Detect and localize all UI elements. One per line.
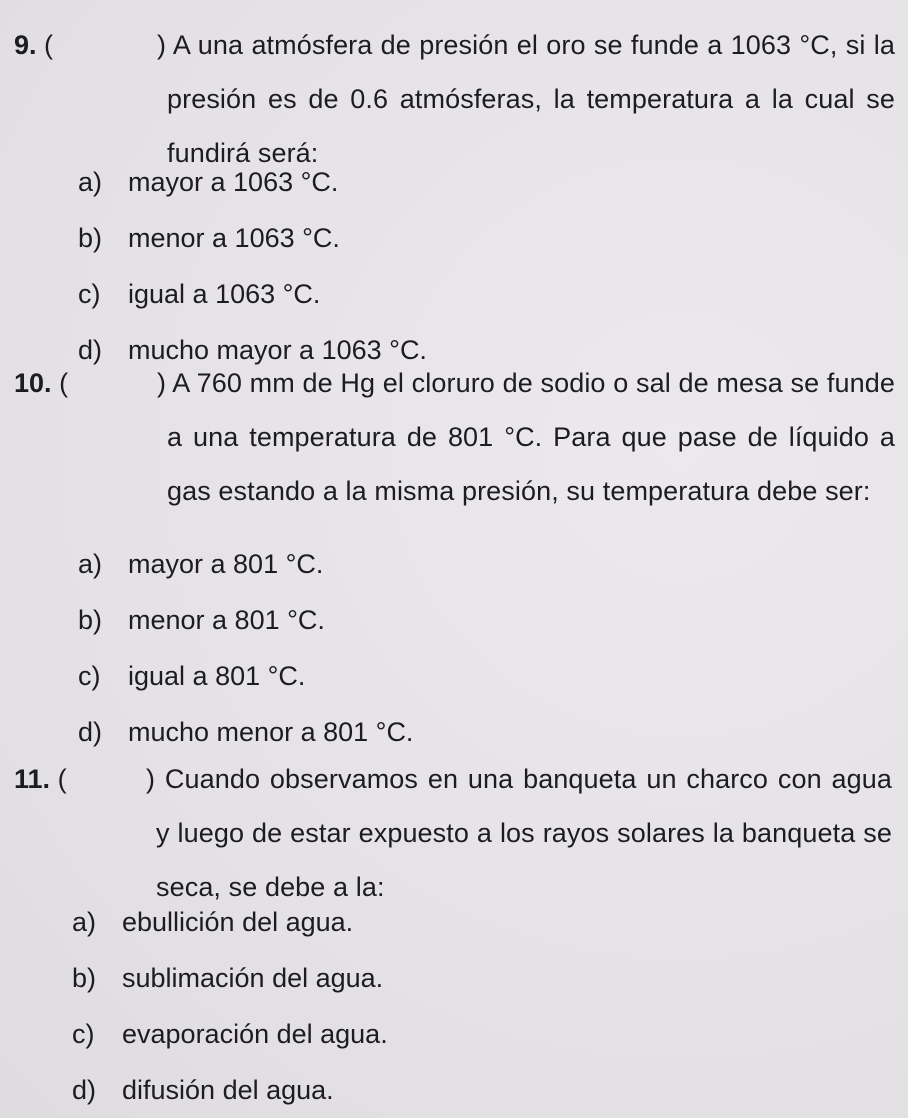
- option-letter: c): [78, 279, 101, 309]
- option-text: mayor a 1063 °C.: [128, 167, 339, 197]
- option-d[interactable]: [72, 1062, 872, 1118]
- option-text: mucho mayor a 1063 °C.: [128, 335, 427, 365]
- option-c[interactable]: [78, 648, 878, 704]
- option-a[interactable]: [78, 154, 878, 210]
- option-letter: b): [72, 963, 97, 993]
- option-text: menor a 801 °C.: [128, 605, 325, 635]
- option-letter: b): [78, 605, 103, 635]
- answer-blank[interactable]: (: [59, 368, 69, 398]
- options-list: [78, 536, 878, 760]
- option-text: mucho menor a 801 °C.: [128, 717, 414, 747]
- option-text: igual a 1063 °C.: [128, 279, 321, 309]
- option-letter: a): [78, 549, 103, 579]
- question-number-label: 9.: [14, 30, 37, 60]
- option-letter: c): [72, 1019, 95, 1049]
- option-b[interactable]: [78, 592, 878, 648]
- option-letter: c): [78, 661, 101, 691]
- question-number-label: 10.: [14, 368, 52, 398]
- option-letter: d): [78, 335, 103, 365]
- question-text: ) A una atmósfera de presión el oro se funde a 1063 °C, si la presión es de 0.6 atmósferas, la temperatura a la cual se fundirá será:: [157, 30, 895, 168]
- question-number: [14, 356, 117, 410]
- option-a[interactable]: [72, 894, 872, 950]
- option-text: difusión del agua.: [122, 1075, 334, 1105]
- answer-blank[interactable]: (: [44, 30, 54, 60]
- option-letter: d): [72, 1075, 97, 1105]
- question-number-label: 11.: [14, 764, 51, 794]
- question-text: ) Cuando observamos en una banqueta un charco con agua y luego de estar expuesto a los rayos solares la banqueta se seca, se debe a la:: [146, 764, 892, 902]
- question-text: ) A 760 mm de Hg el cloruro de sodio o sal de mesa se funde a una temperatura de 801 °C. Para que pase de líquido a gas estando a la misma presión, su temperatura debe ser:: [157, 368, 895, 506]
- option-text: menor a 1063 °C.: [128, 223, 340, 253]
- option-a[interactable]: [78, 536, 878, 592]
- question-number: [14, 752, 116, 806]
- option-b[interactable]: [72, 950, 872, 1006]
- option-text: mayor a 801 °C.: [128, 549, 324, 579]
- option-b[interactable]: [78, 210, 878, 266]
- option-letter: a): [78, 167, 103, 197]
- options-list: [72, 894, 872, 1118]
- option-text: igual a 801 °C.: [128, 661, 306, 691]
- option-text: sublimación del agua.: [122, 963, 384, 993]
- option-c[interactable]: [78, 266, 878, 322]
- option-text: ebullición del agua.: [122, 907, 354, 937]
- answer-blank[interactable]: (: [57, 764, 67, 794]
- options-list: [78, 154, 878, 378]
- option-letter: a): [72, 907, 97, 937]
- option-letter: d): [78, 717, 103, 747]
- question-number: [14, 18, 102, 72]
- option-text: evaporación del agua.: [122, 1019, 388, 1049]
- option-letter: b): [78, 223, 103, 253]
- option-c[interactable]: [72, 1006, 872, 1062]
